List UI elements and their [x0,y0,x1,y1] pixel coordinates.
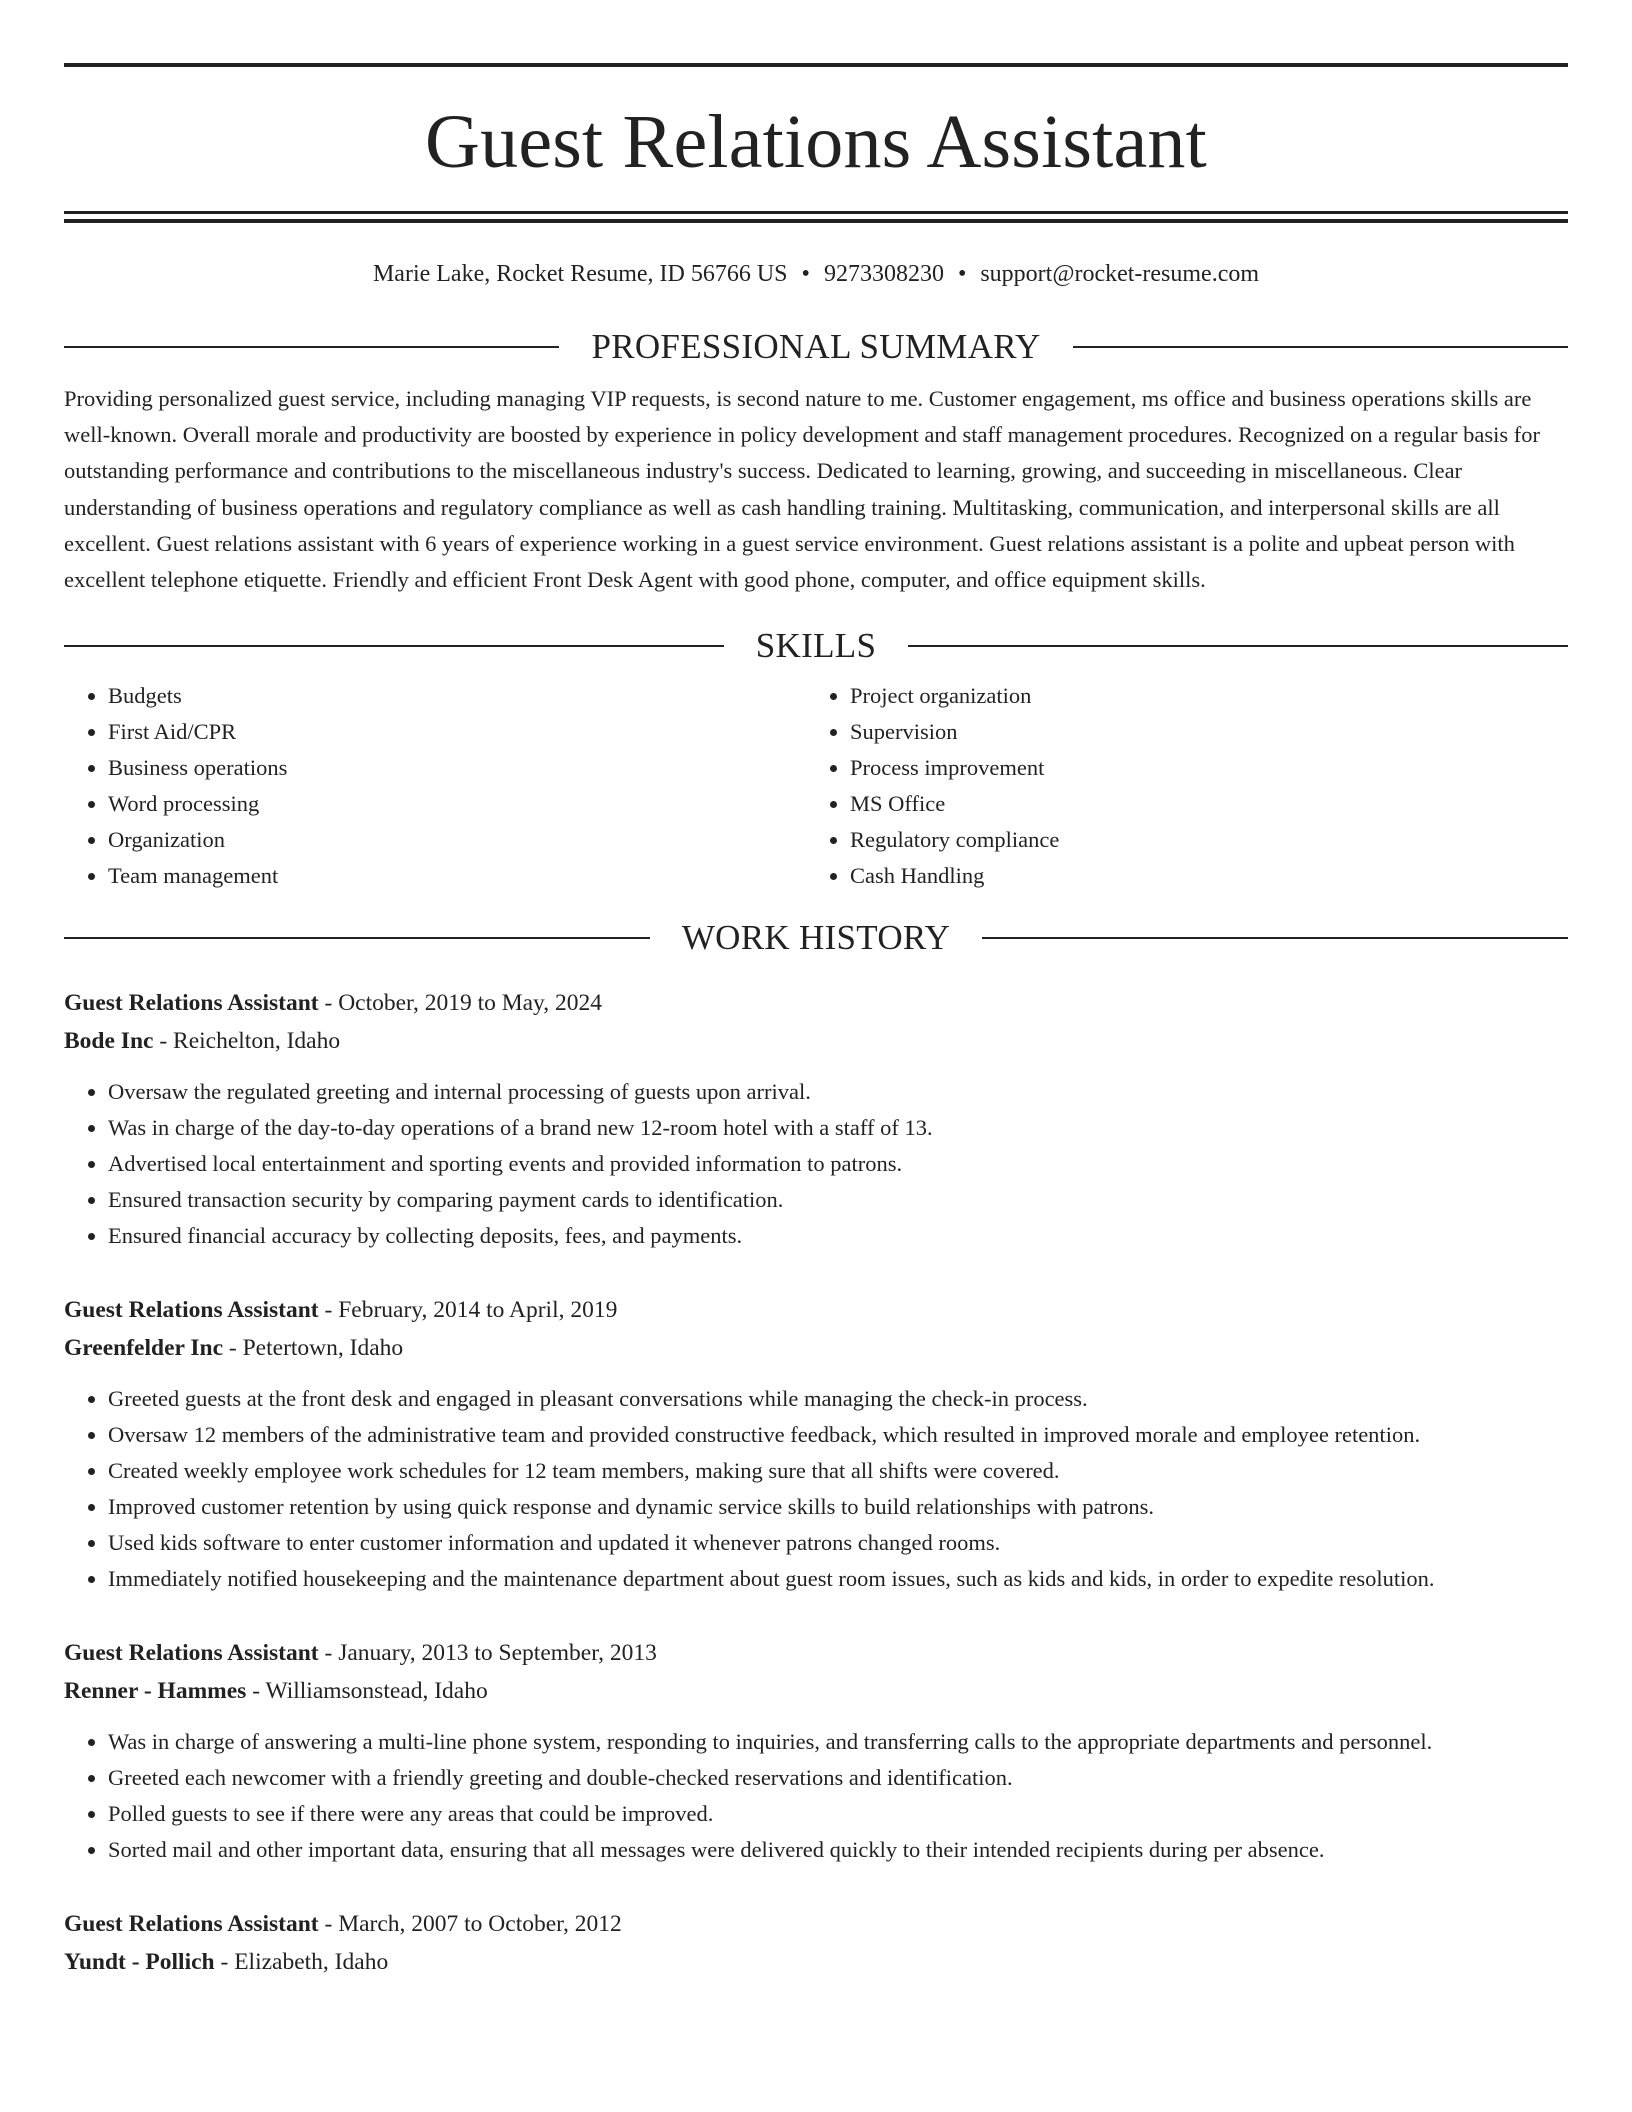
job-bullets [64,1724,1568,1868]
divider [64,937,650,939]
job-location: - Elizabeth, Idaho [214,1949,389,1976]
job-company-line [64,1022,1568,1060]
skill-item: • Process improvement [850,750,1548,786]
job-entry [64,1905,1568,1981]
contact-separator: • [957,261,967,287]
skill-item: • First Aid/CPR [108,714,806,750]
skills-columns [64,678,1568,894]
list-item: • Greeted each newcomer with a friendly greeting and double-checked reservations and identification. [108,1760,1568,1796]
divider [982,937,1568,939]
job-title-line [64,1634,1568,1672]
list-item: • Was in charge of the day-to-day operations of a brand new 12-room hotel with a staff of 13. [108,1110,1568,1146]
job-dates: - October, 2019 to May, 2024 [318,990,603,1017]
list-item: • Immediately notified housekeeping and the maintenance department about guest room issues, such as kids and kids, in order to expedite resolution. [108,1561,1568,1597]
divider [64,645,724,647]
skill-item: • Regulatory compliance [850,822,1548,858]
job-company-line [64,1943,1568,1981]
skill-item: • Supervision [850,714,1548,750]
skill-item: • MS Office [850,786,1548,822]
contact-line [64,259,1568,289]
job-title-line [64,1291,1568,1329]
job-title: Guest Relations Assistant [64,990,319,1017]
job-location: - Petertown, Idaho [223,1335,404,1362]
list-item: • Greeted guests at the front desk and engaged in pleasant conversations while managing the check-in process. [108,1381,1568,1417]
section-heading-summary [64,327,1568,367]
job-title-line [64,1905,1568,1943]
list-item: • Created weekly employee work schedules for 12 team members, making sure that all shifts were covered. [108,1453,1568,1489]
list-item: • Advertised local entertainment and sporting events and provided information to patrons. [108,1146,1568,1182]
job-dates: - March, 2007 to October, 2012 [318,1911,622,1938]
job-entry [64,1634,1568,1868]
job-title: Guest Relations Assistant [64,1297,319,1324]
section-title: PROFESSIONAL SUMMARY [591,327,1041,366]
job-company-line [64,1329,1568,1367]
skill-item: • Cash Handling [850,858,1548,894]
skill-item: • Word processing [108,786,806,822]
skill-item: • Team management [108,858,806,894]
contact-address: Marie Lake, Rocket Resume, ID 56766 US [372,261,788,287]
divider [908,645,1568,647]
job-bullets [64,1381,1568,1597]
job-entry [64,984,1568,1254]
list-item: • Used kids software to enter customer information and updated it whenever patrons changed rooms. [108,1525,1568,1561]
list-item: • Oversaw 12 members of the administrative team and provided constructive feedback, which resulted in improved morale and employee retention. [108,1417,1568,1453]
skill-item: • Budgets [108,678,806,714]
skill-item: • Business operations [108,750,806,786]
list-item: • Polled guests to see if there were any areas that could be improved. [108,1796,1568,1832]
list-item: • Sorted mail and other important data, ensuring that all messages were delivered quickly to their intended recipients during per absence. [108,1832,1568,1868]
skill-item: • Project organization [850,678,1548,714]
job-title: Guest Relations Assistant [64,1911,319,1938]
job-location: - Williamsonstead, Idaho [246,1678,488,1705]
section-title: SKILLS [755,626,877,666]
divider [1073,346,1568,348]
job-title: Guest Relations Assistant [64,1640,319,1667]
job-dates: - January, 2013 to September, 2013 [318,1640,657,1667]
section-title: WORK HISTORY [681,918,951,958]
list-item: • Oversaw the regulated greeting and internal processing of guests upon arrival. [108,1074,1568,1110]
contact-phone: 9273308230 [823,261,944,287]
job-company: Renner - Hammes [64,1678,247,1705]
skills-list-right [806,678,1548,894]
contact-separator: • [801,261,810,287]
section-heading-skills [64,626,1568,666]
skill-item: • Organization [108,822,806,858]
job-company: Yundt - Pollich [64,1949,215,1976]
list-item: • Improved customer retention by using quick response and dynamic service skills to build relationships with patrons. [108,1489,1568,1525]
divider [64,346,559,348]
job-company-line [64,1672,1568,1710]
job-title-line [64,984,1568,1022]
job-company: Greenfelder Inc [64,1335,224,1362]
header-double-rule [64,211,1568,223]
header-top-rule [64,63,1568,67]
contact-email: support@rocket-resume.com [980,261,1260,287]
job-location: - Reichelton, Idaho [153,1028,341,1055]
job-bullets [64,1074,1568,1254]
job-company: Bode Inc [64,1028,154,1055]
section-heading-work-history [64,918,1568,958]
list-item: • Was in charge of answering a multi-line phone system, responding to inquiries, and transferring calls to the appropriate departments and personnel. [108,1724,1568,1760]
job-dates: - February, 2014 to April, 2019 [318,1297,618,1324]
summary-text: Providing personalized guest service, including managing VIP requests, is second nature to me. Customer engagement, ms office and business operations skills are well-known. Overall morale and productivity are boosted by experience in policy development and staff management procedures. Recognized on a regular basis for outstanding performance and contributions to the miscellaneous industry's success. Dedicated to learning, growing, and succeeding in miscellaneous. Clear understanding of business operations and regulatory compliance as well as cash handling training. Multitasking, communication, and interpersonal skills are all excellent. Guest relations assistant with 6 years of experience working in a guest service environment. Guest relations assistant is a polite and upbeat person with excellent telephone etiquette. Friendly and efficient Front Desk Agent with good phone, computer, and office equipment skills. [64,386,1540,593]
skills-list-left [64,678,806,894]
job-entry [64,1291,1568,1597]
list-item: • Ensured transaction security by comparing payment cards to identification. [108,1182,1568,1218]
resume-page [64,0,1568,1981]
list-item: • Ensured financial accuracy by collecting deposits, fees, and payments. [108,1218,1568,1254]
page-title: Guest Relations Assistant [425,100,1207,184]
